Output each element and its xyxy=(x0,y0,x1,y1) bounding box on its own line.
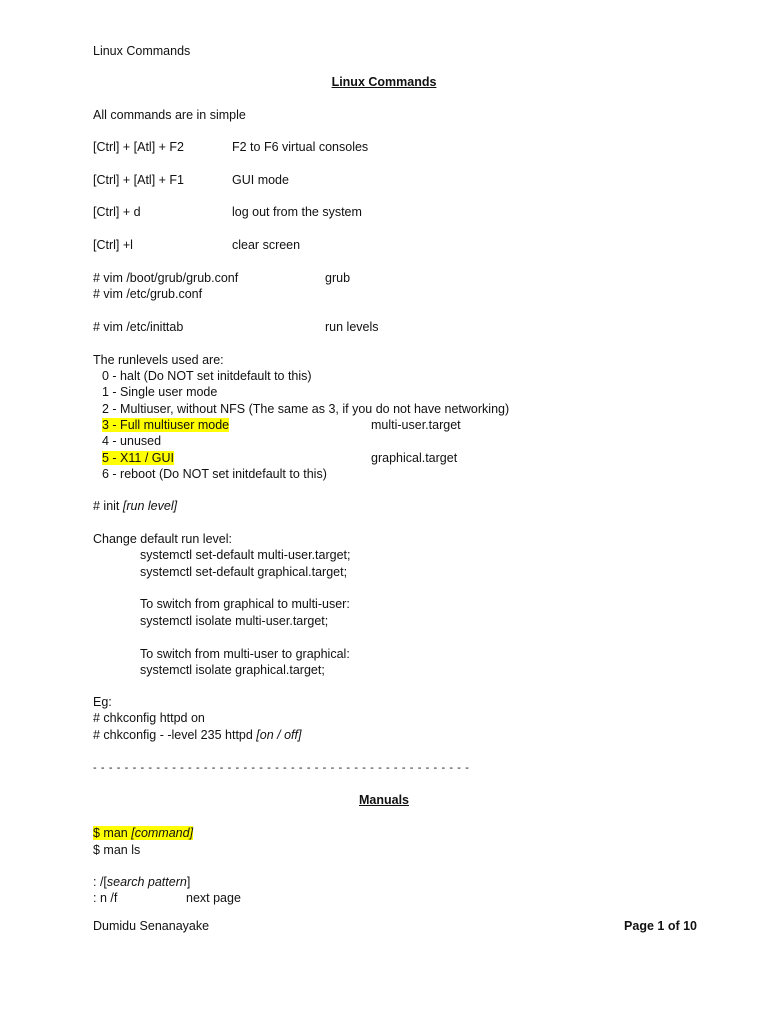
search-argument: search pattern xyxy=(106,875,187,889)
inittab-command: # vim /etc/inittab xyxy=(93,320,184,334)
manuals-title: Manuals xyxy=(358,793,409,807)
systemctl-command: systemctl set-default multi-user.target; xyxy=(140,548,351,562)
chkconfig-argument: [on / off] xyxy=(256,728,302,742)
shortcut-desc: F2 to F6 virtual consoles xyxy=(232,140,369,154)
footer-page-number: Page 1 of 10 xyxy=(624,919,697,933)
runlevel-item: 0 - halt (Do NOT set initdefault to this) xyxy=(102,369,312,383)
chkconfig-command xyxy=(93,727,301,743)
man-prefix: $ man xyxy=(93,826,132,840)
next-page-keys: : n /f xyxy=(93,891,118,905)
search-command xyxy=(93,874,190,890)
shortcut-desc: log out from the system xyxy=(232,205,362,219)
shortcut-keys: [Ctrl] + d xyxy=(93,205,141,219)
runlevel-item: 2 - Multiuser, without NFS (The same as 3, if you do not have networking) xyxy=(102,402,510,416)
section-separator: - - - - - - - - - - - - - - - - - - - - - - - - - - - - - - - - - - - - - - - - - - - - - - - - xyxy=(93,762,470,774)
systemctl-command: systemctl isolate graphical.target; xyxy=(140,663,325,677)
highlighted-text: 5 - X11 / GUI xyxy=(102,451,175,465)
runlevel-item xyxy=(102,450,174,466)
runlevel-target: multi-user.target xyxy=(371,418,461,432)
running-header: Linux Commands xyxy=(93,44,191,58)
grub-label: grub xyxy=(325,271,351,285)
switch-heading: To switch from graphical to multi-user: xyxy=(140,597,350,611)
shortcut-desc: GUI mode xyxy=(232,173,289,187)
inittab-label: run levels xyxy=(325,320,379,334)
chkconfig-prefix: # chkconfig - -level 235 httpd xyxy=(93,728,257,742)
highlighted-text xyxy=(93,826,193,840)
init-argument: [run level] xyxy=(122,499,178,513)
runlevel-target: graphical.target xyxy=(371,451,458,465)
next-page-desc: next page xyxy=(186,891,241,905)
runlevel-item: 4 - unused xyxy=(102,434,162,448)
systemctl-command: systemctl set-default graphical.target; xyxy=(140,565,348,579)
man-command xyxy=(93,825,193,841)
search-prefix: : /[ xyxy=(93,875,107,889)
shortcut-desc: clear screen xyxy=(232,238,301,252)
document-title: Linux Commands xyxy=(331,75,437,89)
shortcut-keys: [Ctrl] + [Atl] + F1 xyxy=(93,173,184,187)
footer-author: Dumidu Senanayake xyxy=(93,919,210,933)
runlevels-heading: The runlevels used are: xyxy=(93,353,224,367)
grub-command-alt: # vim /etc/grub.conf xyxy=(93,287,203,301)
search-suffix: ] xyxy=(186,875,191,889)
intro-text: All commands are in simple xyxy=(93,108,246,122)
change-default-heading: Change default run level: xyxy=(93,532,232,546)
shortcut-keys: [Ctrl] +l xyxy=(93,238,133,252)
man-ls-command: $ man ls xyxy=(93,843,141,857)
chkconfig-command: # chkconfig httpd on xyxy=(93,711,205,725)
man-argument: [command] xyxy=(131,826,194,840)
switch-heading: To switch from multi-user to graphical: xyxy=(140,647,350,661)
shortcut-keys: [Ctrl] + [Atl] + F2 xyxy=(93,140,184,154)
runlevel-item: 6 - reboot (Do NOT set initdefault to this) xyxy=(102,467,327,481)
runlevel-item xyxy=(102,417,229,433)
init-command xyxy=(93,498,177,514)
example-heading: Eg: xyxy=(93,695,112,709)
init-prefix: # init xyxy=(93,499,123,513)
runlevel-item: 1 - Single user mode xyxy=(102,385,218,399)
systemctl-command: systemctl isolate multi-user.target; xyxy=(140,614,329,628)
grub-command: # vim /boot/grub/grub.conf xyxy=(93,271,239,285)
highlighted-text: 3 - Full multiuser mode xyxy=(102,418,230,432)
